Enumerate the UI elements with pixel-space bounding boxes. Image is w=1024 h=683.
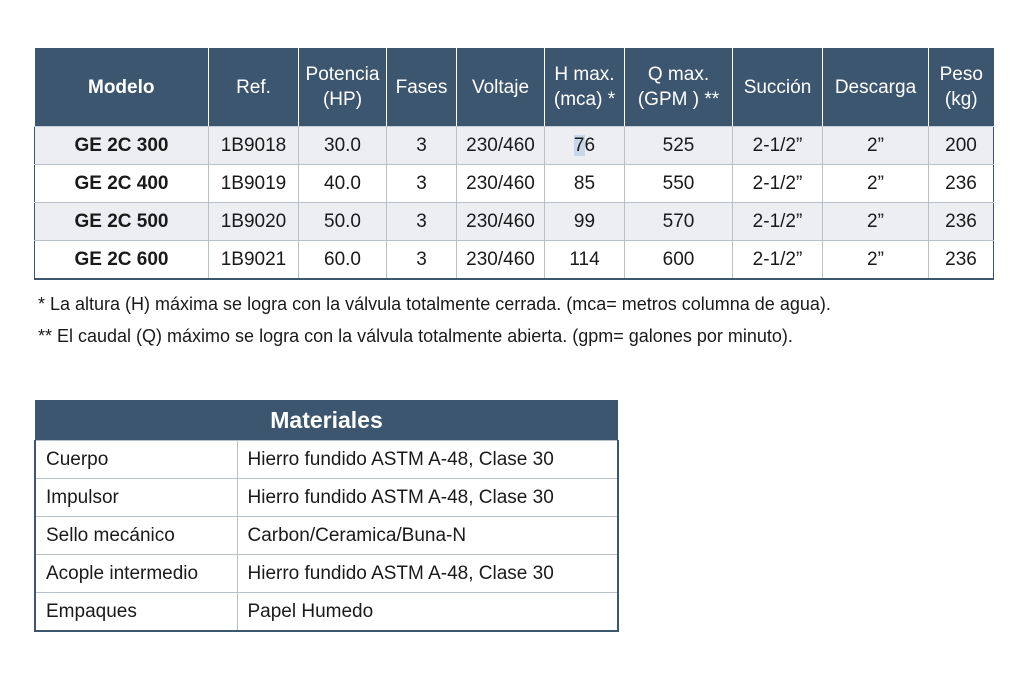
- header-qmax: Q max. (GPM ) **: [625, 48, 733, 127]
- materials-row: [35, 593, 618, 632]
- materials-title: Materiales: [35, 400, 618, 441]
- header-voltaje: Voltaje: [457, 48, 545, 127]
- header-modelo: Modelo: [35, 48, 209, 127]
- footnote-hmax: * La altura (H) máxima se logra con la válvula totalmente cerrada. (mca= metros columna de agua).: [38, 294, 831, 314]
- cell-peso: 236: [929, 203, 994, 241]
- materials-header-row: [35, 400, 618, 441]
- cell-peso: 200: [929, 127, 994, 165]
- cell-potencia: 60.0: [299, 241, 387, 280]
- cell-qmax: 570: [625, 203, 733, 241]
- cell-fases: 3: [387, 127, 457, 165]
- cell-modelo: GE 2C 300: [35, 127, 209, 165]
- cell-peso: 236: [929, 165, 994, 203]
- material-part: Impulsor: [35, 479, 237, 517]
- cell-modelo: GE 2C 400: [35, 165, 209, 203]
- cell-fases: 3: [387, 203, 457, 241]
- spec-row: [35, 203, 994, 241]
- cell-succion: 2-1/2”: [733, 127, 823, 165]
- footnote-qmax: ** El caudal (Q) máximo se logra con la válvula totalmente abierta. (gpm= galones por minuto).: [38, 326, 793, 346]
- cell-peso: 236: [929, 241, 994, 280]
- header-peso: Peso (kg): [929, 48, 994, 127]
- cell-succion: 2-1/2”: [733, 203, 823, 241]
- cell-fases: 3: [387, 241, 457, 280]
- spec-row: [35, 127, 994, 165]
- cell-hmax: 99: [545, 203, 625, 241]
- materials-row: [35, 441, 618, 479]
- cell-descarga: 2”: [823, 203, 929, 241]
- material-value: Carbon/Ceramica/Buna-N: [237, 517, 618, 555]
- material-part: Acople intermedio: [35, 555, 237, 593]
- cell-voltaje: 230/460: [457, 165, 545, 203]
- cell-modelo: GE 2C 600: [35, 241, 209, 280]
- material-value: Hierro fundido ASTM A-48, Clase 30: [237, 555, 618, 593]
- cell-ref: 1B9019: [209, 165, 299, 203]
- spec-row: [35, 241, 994, 280]
- cell-descarga: 2”: [823, 127, 929, 165]
- header-ref: Ref.: [209, 48, 299, 127]
- cell-potencia: 40.0: [299, 165, 387, 203]
- material-part: Empaques: [35, 593, 237, 632]
- cell-qmax: 550: [625, 165, 733, 203]
- cell-hmax: 114: [545, 241, 625, 280]
- material-part: Cuerpo: [35, 441, 237, 479]
- cell-qmax: 600: [625, 241, 733, 280]
- materials-row: [35, 479, 618, 517]
- cell-voltaje: 230/460: [457, 127, 545, 165]
- header-potencia: Potencia (HP): [299, 48, 387, 127]
- materials-row: [35, 555, 618, 593]
- cell-potencia: 50.0: [299, 203, 387, 241]
- cell-descarga: 2”: [823, 241, 929, 280]
- cell-modelo: GE 2C 500: [35, 203, 209, 241]
- cell-fases: 3: [387, 165, 457, 203]
- cell-qmax: 525: [625, 127, 733, 165]
- material-value: Hierro fundido ASTM A-48, Clase 30: [237, 441, 618, 479]
- cell-ref: 1B9018: [209, 127, 299, 165]
- cell-ref: 1B9021: [209, 241, 299, 280]
- header-succion: Succión: [733, 48, 823, 127]
- cell-descarga: 2”: [823, 165, 929, 203]
- spec-table: [34, 48, 994, 280]
- cell-succion: 2-1/2”: [733, 241, 823, 280]
- spec-row: [35, 165, 994, 203]
- material-part: Sello mecánico: [35, 517, 237, 555]
- spec-header-row: [35, 48, 994, 127]
- cell-ref: 1B9020: [209, 203, 299, 241]
- header-hmax: H max. (mca) *: [545, 48, 625, 127]
- cell-hmax: 76: [545, 127, 625, 165]
- cell-voltaje: 230/460: [457, 203, 545, 241]
- material-value: Hierro fundido ASTM A-48, Clase 30: [237, 479, 618, 517]
- cell-succion: 2-1/2”: [733, 165, 823, 203]
- cell-potencia: 30.0: [299, 127, 387, 165]
- material-value: Papel Humedo: [237, 593, 618, 632]
- cell-voltaje: 230/460: [457, 241, 545, 280]
- cell-hmax: 85: [545, 165, 625, 203]
- text-selection-highlight: 7: [573, 134, 585, 156]
- materials-row: [35, 517, 618, 555]
- materials-table: [34, 400, 619, 632]
- header-fases: Fases: [387, 48, 457, 127]
- header-descarga: Descarga: [823, 48, 929, 127]
- footnotes: [38, 288, 831, 352]
